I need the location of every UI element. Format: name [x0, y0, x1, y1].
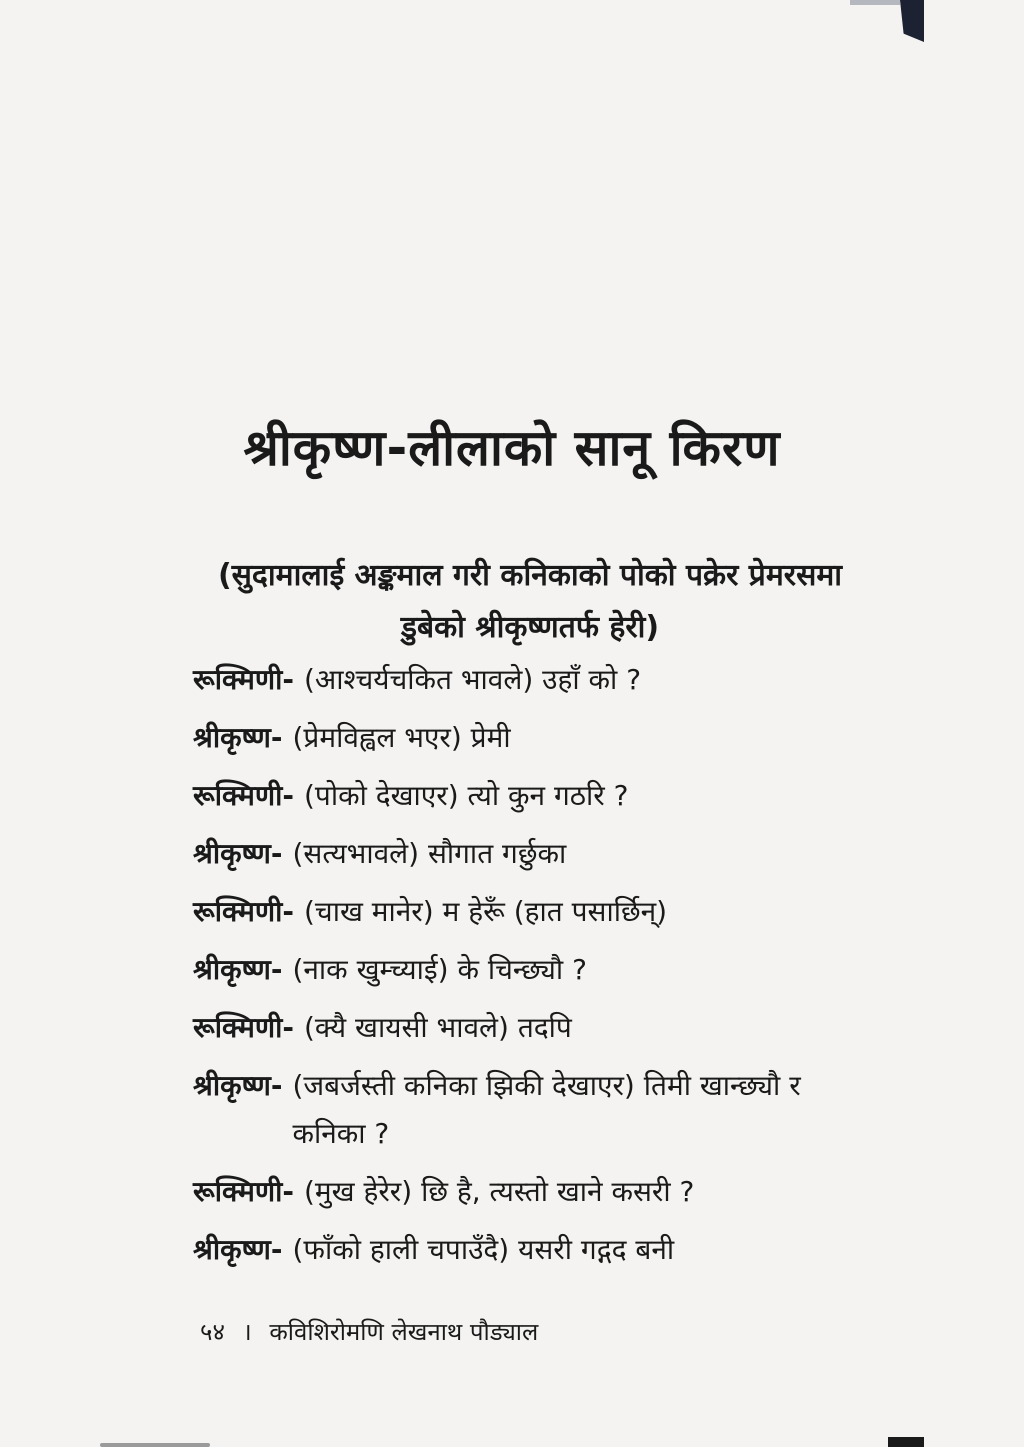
scan-edge-line-bottom — [100, 1443, 210, 1447]
speaker-name: रूक्मिणी- — [193, 895, 294, 928]
speaker-name: रूक्मिणी- — [193, 1175, 294, 1208]
dialogue-line — [193, 1062, 833, 1158]
speaker-name: श्रीकृष्ण- — [193, 721, 283, 754]
speaker-name: श्रीकृष्ण- — [193, 837, 283, 870]
dialogue-line — [193, 772, 833, 820]
page-title: श्रीकृष्ण-लीलाको सानू किरण — [243, 419, 781, 477]
dialogue-line — [193, 656, 833, 704]
book-title: कविशिरोमणि लेखनाथ पौड्याल — [269, 1318, 539, 1346]
dialogue-line — [193, 830, 833, 878]
dialogue-line — [193, 888, 833, 936]
dialogue-text: (फाँको हाली चपाउँदै) यसरी गद्गद बनी — [292, 1233, 675, 1266]
scan-edge-line — [850, 0, 900, 5]
dialogue-text: (चाख मानेर) म हेरूँ (हात पसार्छिन्) — [304, 895, 668, 928]
dialogue-text: (जबर्जस्ती कनिका झिकी देखाएर) तिमी खान्छ्यौ र कनिका ? — [292, 1069, 801, 1150]
dialogue-line — [193, 946, 833, 994]
page-footer — [200, 1315, 538, 1348]
speaker-name: रूक्मिणी- — [193, 1011, 294, 1044]
dialogue-text: (आश्चर्यचकित भावले) उहाँ को ? — [304, 663, 642, 696]
speaker-name: रूक्मिणी- — [193, 779, 294, 812]
dialogue-line — [193, 1004, 833, 1052]
speaker-name: श्रीकृष्ण- — [193, 1069, 283, 1102]
dialogue-text: (पोको देखाएर) त्यो कुन गठरि ? — [304, 779, 629, 812]
dialogue-line — [193, 714, 833, 762]
dialogue-text: (प्रेमविह्वल भएर) प्रेमी — [292, 721, 511, 754]
speaker-name: रूक्मिणी- — [193, 663, 294, 696]
dialogue-line — [193, 1168, 833, 1216]
dialogue-text: (सत्यभावले) सौगात गर्छुका — [292, 837, 567, 870]
scan-corner-mark-bottom — [888, 1437, 924, 1447]
scan-corner-mark — [900, 0, 924, 42]
dialogue-text: (क्यै खायसी भावले) तदपि — [304, 1011, 572, 1044]
dialogue — [193, 656, 833, 1284]
page-number: ५४ — [200, 1318, 225, 1346]
footer-separator: । — [242, 1318, 252, 1346]
speaker-name: श्रीकृष्ण- — [193, 1233, 283, 1266]
speaker-name: श्रीकृष्ण- — [193, 953, 283, 986]
dialogue-text: (मुख हेरेर) छि है, त्यस्तो खाने कसरी ? — [304, 1175, 695, 1208]
dialogue-text: (नाक खुम्च्याई) के चिन्छ्यौ ? — [292, 953, 587, 986]
dialogue-line — [193, 1226, 833, 1274]
stage-direction: (सुदामालाई अङ्कमाल गरी कनिकाको पोको पक्रेर प्रेमरसमा डुबेको श्रीकृष्णतर्फ हेरी) — [217, 558, 843, 645]
